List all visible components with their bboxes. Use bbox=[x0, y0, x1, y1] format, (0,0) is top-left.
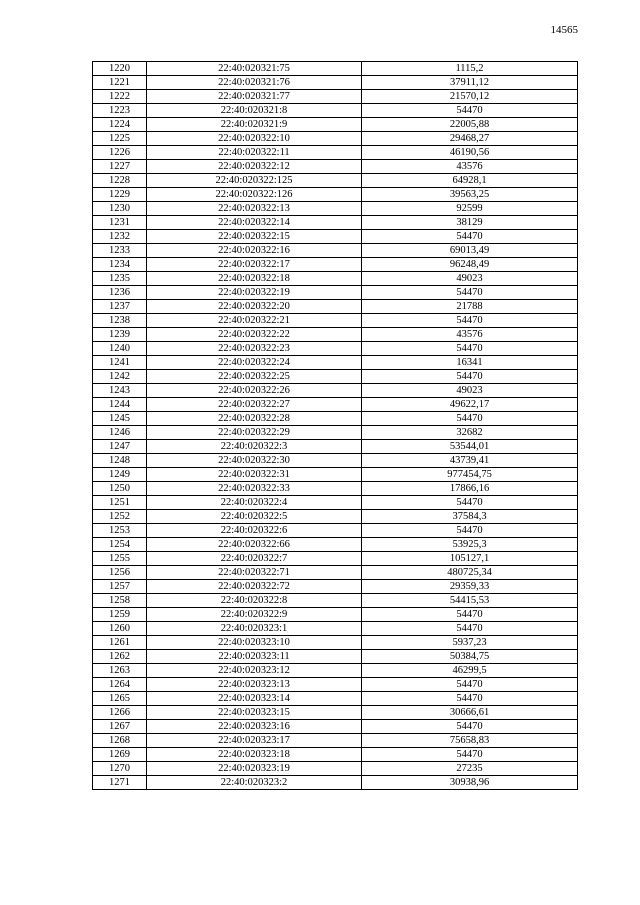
cadastral-number-cell: 22:40:020322:28 bbox=[147, 412, 362, 426]
cadastral-number-cell: 22:40:020322:17 bbox=[147, 258, 362, 272]
table-row bbox=[93, 776, 578, 790]
cadastral-value-cell: 75658,83 bbox=[362, 734, 578, 748]
cadastral-number-cell: 22:40:020323:13 bbox=[147, 678, 362, 692]
row-number-cell: 1234 bbox=[93, 258, 147, 272]
table-row bbox=[93, 482, 578, 496]
table-row bbox=[93, 650, 578, 664]
cadastral-value-cell: 21570,12 bbox=[362, 90, 578, 104]
cadastral-value-cell: 50384,75 bbox=[362, 650, 578, 664]
cadastral-number-cell: 22:40:020322:66 bbox=[147, 538, 362, 552]
cadastral-number-cell: 22:40:020322:6 bbox=[147, 524, 362, 538]
cadastral-value-cell: 49622,17 bbox=[362, 398, 578, 412]
cadastral-number-cell: 22:40:020322:27 bbox=[147, 398, 362, 412]
table-row bbox=[93, 678, 578, 692]
cadastral-value-cell: 49023 bbox=[362, 272, 578, 286]
table-row bbox=[93, 664, 578, 678]
table-row bbox=[93, 748, 578, 762]
table-row bbox=[93, 580, 578, 594]
table-row bbox=[93, 132, 578, 146]
row-number-cell: 1225 bbox=[93, 132, 147, 146]
cadastral-value-cell: 53544,01 bbox=[362, 440, 578, 454]
row-number-cell: 1240 bbox=[93, 342, 147, 356]
cadastral-value-cell: 53925,3 bbox=[362, 538, 578, 552]
row-number-cell: 1222 bbox=[93, 90, 147, 104]
table-row bbox=[93, 468, 578, 482]
row-number-cell: 1256 bbox=[93, 566, 147, 580]
table-row bbox=[93, 552, 578, 566]
table-row bbox=[93, 62, 578, 76]
row-number-cell: 1246 bbox=[93, 426, 147, 440]
row-number-cell: 1227 bbox=[93, 160, 147, 174]
cadastral-value-cell: 54470 bbox=[362, 496, 578, 510]
table-row bbox=[93, 342, 578, 356]
cadastral-value-cell: 96248,49 bbox=[362, 258, 578, 272]
row-number-cell: 1249 bbox=[93, 468, 147, 482]
cadastral-number-cell: 22:40:020322:21 bbox=[147, 314, 362, 328]
table-row bbox=[93, 510, 578, 524]
cadastral-number-cell: 22:40:020323:18 bbox=[147, 748, 362, 762]
table-row bbox=[93, 692, 578, 706]
row-number-cell: 1242 bbox=[93, 370, 147, 384]
cadastral-number-cell: 22:40:020322:4 bbox=[147, 496, 362, 510]
row-number-cell: 1269 bbox=[93, 748, 147, 762]
row-number-cell: 1262 bbox=[93, 650, 147, 664]
row-number-cell: 1226 bbox=[93, 146, 147, 160]
table-row bbox=[93, 496, 578, 510]
row-number-cell: 1244 bbox=[93, 398, 147, 412]
cadastral-value-cell: 1115,2 bbox=[362, 62, 578, 76]
cadastral-number-cell: 22:40:020322:25 bbox=[147, 370, 362, 384]
cadastral-number-cell: 22:40:020322:24 bbox=[147, 356, 362, 370]
row-number-cell: 1230 bbox=[93, 202, 147, 216]
cadastral-value-cell: 54470 bbox=[362, 314, 578, 328]
row-number-cell: 1255 bbox=[93, 552, 147, 566]
cadastral-value-cell: 29468,27 bbox=[362, 132, 578, 146]
row-number-cell: 1265 bbox=[93, 692, 147, 706]
cadastral-number-cell: 22:40:020321:77 bbox=[147, 90, 362, 104]
cadastral-number-cell: 22:40:020323:1 bbox=[147, 622, 362, 636]
cadastral-number-cell: 22:40:020322:72 bbox=[147, 580, 362, 594]
table-row bbox=[93, 720, 578, 734]
cadastral-value-cell: 30938,96 bbox=[362, 776, 578, 790]
cadastral-number-cell: 22:40:020322:16 bbox=[147, 244, 362, 258]
cadastral-number-cell: 22:40:020322:125 bbox=[147, 174, 362, 188]
row-number-cell: 1223 bbox=[93, 104, 147, 118]
cadastral-value-cell: 54470 bbox=[362, 524, 578, 538]
cadastral-number-cell: 22:40:020322:11 bbox=[147, 146, 362, 160]
table-row bbox=[93, 454, 578, 468]
row-number-cell: 1261 bbox=[93, 636, 147, 650]
table-row bbox=[93, 608, 578, 622]
row-number-cell: 1221 bbox=[93, 76, 147, 90]
cadastral-number-cell: 22:40:020321:76 bbox=[147, 76, 362, 90]
cadastral-number-cell: 22:40:020323:2 bbox=[147, 776, 362, 790]
table-row bbox=[93, 90, 578, 104]
table-row bbox=[93, 412, 578, 426]
cadastral-value-cell: 54470 bbox=[362, 370, 578, 384]
table-row bbox=[93, 328, 578, 342]
table-row bbox=[93, 258, 578, 272]
cadastral-value-cell: 54470 bbox=[362, 678, 578, 692]
table-row bbox=[93, 566, 578, 580]
table-row bbox=[93, 272, 578, 286]
cadastral-value-cell: 46190,56 bbox=[362, 146, 578, 160]
cadastral-value-cell: 54470 bbox=[362, 230, 578, 244]
cadastral-value-cell: 39563,25 bbox=[362, 188, 578, 202]
row-number-cell: 1266 bbox=[93, 706, 147, 720]
row-number-cell: 1257 bbox=[93, 580, 147, 594]
table-row bbox=[93, 174, 578, 188]
table-row bbox=[93, 160, 578, 174]
cadastral-value-cell: 54470 bbox=[362, 608, 578, 622]
cadastral-number-cell: 22:40:020322:29 bbox=[147, 426, 362, 440]
row-number-cell: 1258 bbox=[93, 594, 147, 608]
cadastral-number-cell: 22:40:020322:71 bbox=[147, 566, 362, 580]
row-number-cell: 1252 bbox=[93, 510, 147, 524]
cadastral-number-cell: 22:40:020322:19 bbox=[147, 286, 362, 300]
cadastral-number-cell: 22:40:020323:14 bbox=[147, 692, 362, 706]
cadastral-number-cell: 22:40:020322:26 bbox=[147, 384, 362, 398]
row-number-cell: 1254 bbox=[93, 538, 147, 552]
table-row bbox=[93, 706, 578, 720]
table-row bbox=[93, 734, 578, 748]
cadastral-value-cell: 30666,61 bbox=[362, 706, 578, 720]
cadastral-value-cell: 54470 bbox=[362, 286, 578, 300]
cadastral-value-cell: 37584,3 bbox=[362, 510, 578, 524]
cadastral-number-cell: 22:40:020322:33 bbox=[147, 482, 362, 496]
row-number-cell: 1239 bbox=[93, 328, 147, 342]
cadastral-number-cell: 22:40:020321:9 bbox=[147, 118, 362, 132]
cadastral-number-cell: 22:40:020323:17 bbox=[147, 734, 362, 748]
table-row bbox=[93, 370, 578, 384]
row-number-cell: 1263 bbox=[93, 664, 147, 678]
cadastral-number-cell: 22:40:020322:23 bbox=[147, 342, 362, 356]
table-row bbox=[93, 384, 578, 398]
cadastral-value-cell: 43576 bbox=[362, 160, 578, 174]
table-row bbox=[93, 188, 578, 202]
cadastral-value-cell: 92599 bbox=[362, 202, 578, 216]
row-number-cell: 1231 bbox=[93, 216, 147, 230]
row-number-cell: 1235 bbox=[93, 272, 147, 286]
cadastral-value-cell: 27235 bbox=[362, 762, 578, 776]
row-number-cell: 1248 bbox=[93, 454, 147, 468]
cadastral-value-cell: 46299,5 bbox=[362, 664, 578, 678]
table-row bbox=[93, 636, 578, 650]
row-number-cell: 1224 bbox=[93, 118, 147, 132]
cadastral-value-cell: 69013,49 bbox=[362, 244, 578, 258]
row-number-cell: 1270 bbox=[93, 762, 147, 776]
table-row bbox=[93, 286, 578, 300]
table-row bbox=[93, 230, 578, 244]
table-row bbox=[93, 398, 578, 412]
row-number-cell: 1271 bbox=[93, 776, 147, 790]
cadastral-number-cell: 22:40:020322:15 bbox=[147, 230, 362, 244]
row-number-cell: 1243 bbox=[93, 384, 147, 398]
row-number-cell: 1228 bbox=[93, 174, 147, 188]
row-number-cell: 1253 bbox=[93, 524, 147, 538]
table-row bbox=[93, 146, 578, 160]
page-number: 14565 bbox=[550, 24, 578, 36]
row-number-cell: 1233 bbox=[93, 244, 147, 258]
cadastral-number-cell: 22:40:020322:20 bbox=[147, 300, 362, 314]
row-number-cell: 1260 bbox=[93, 622, 147, 636]
table-row bbox=[93, 118, 578, 132]
cadastral-number-cell: 22:40:020322:3 bbox=[147, 440, 362, 454]
cadastral-number-cell: 22:40:020323:19 bbox=[147, 762, 362, 776]
cadastral-number-cell: 22:40:020322:30 bbox=[147, 454, 362, 468]
cadastral-number-cell: 22:40:020322:5 bbox=[147, 510, 362, 524]
row-number-cell: 1238 bbox=[93, 314, 147, 328]
cadastral-value-cell: 29359,33 bbox=[362, 580, 578, 594]
row-number-cell: 1237 bbox=[93, 300, 147, 314]
row-number-cell: 1251 bbox=[93, 496, 147, 510]
cadastral-value-cell: 16341 bbox=[362, 356, 578, 370]
row-number-cell: 1250 bbox=[93, 482, 147, 496]
row-number-cell: 1247 bbox=[93, 440, 147, 454]
cadastral-number-cell: 22:40:020321:75 bbox=[147, 62, 362, 76]
table-row bbox=[93, 300, 578, 314]
row-number-cell: 1241 bbox=[93, 356, 147, 370]
cadastral-value-cell: 480725,34 bbox=[362, 566, 578, 580]
cadastral-value-cell: 64928,1 bbox=[362, 174, 578, 188]
table-row bbox=[93, 762, 578, 776]
table-row bbox=[93, 216, 578, 230]
table-row bbox=[93, 314, 578, 328]
cadastral-number-cell: 22:40:020322:31 bbox=[147, 468, 362, 482]
row-number-cell: 1236 bbox=[93, 286, 147, 300]
cadastral-value-cell: 21788 bbox=[362, 300, 578, 314]
cadastral-value-cell: 37911,12 bbox=[362, 76, 578, 90]
cadastral-value-cell: 5937,23 bbox=[362, 636, 578, 650]
cadastral-number-cell: 22:40:020322:126 bbox=[147, 188, 362, 202]
cadastral-value-cell: 43739,41 bbox=[362, 454, 578, 468]
row-number-cell: 1232 bbox=[93, 230, 147, 244]
cadastral-number-cell: 22:40:020322:10 bbox=[147, 132, 362, 146]
cadastral-number-cell: 22:40:020323:11 bbox=[147, 650, 362, 664]
table-row bbox=[93, 426, 578, 440]
cadastral-value-cell: 54470 bbox=[362, 748, 578, 762]
table-row bbox=[93, 440, 578, 454]
cadastral-number-cell: 22:40:020322:14 bbox=[147, 216, 362, 230]
row-number-cell: 1267 bbox=[93, 720, 147, 734]
table-row bbox=[93, 538, 578, 552]
cadastral-number-cell: 22:40:020322:7 bbox=[147, 552, 362, 566]
cadastral-value-cell: 54470 bbox=[362, 622, 578, 636]
cadastral-value-table bbox=[92, 61, 578, 790]
cadastral-value-cell: 54470 bbox=[362, 412, 578, 426]
cadastral-number-cell: 22:40:020323:12 bbox=[147, 664, 362, 678]
cadastral-number-cell: 22:40:020323:10 bbox=[147, 636, 362, 650]
row-number-cell: 1264 bbox=[93, 678, 147, 692]
cadastral-value-cell: 105127,1 bbox=[362, 552, 578, 566]
row-number-cell: 1245 bbox=[93, 412, 147, 426]
cadastral-value-cell: 43576 bbox=[362, 328, 578, 342]
cadastral-value-cell: 22005,88 bbox=[362, 118, 578, 132]
table-body bbox=[93, 62, 578, 790]
table-row bbox=[93, 202, 578, 216]
cadastral-value-cell: 977454,75 bbox=[362, 468, 578, 482]
row-number-cell: 1259 bbox=[93, 608, 147, 622]
cadastral-value-cell: 54470 bbox=[362, 342, 578, 356]
cadastral-number-cell: 22:40:020322:12 bbox=[147, 160, 362, 174]
table-row bbox=[93, 244, 578, 258]
cadastral-number-cell: 22:40:020323:15 bbox=[147, 706, 362, 720]
table-row bbox=[93, 356, 578, 370]
cadastral-value-cell: 54470 bbox=[362, 104, 578, 118]
table-row bbox=[93, 622, 578, 636]
cadastral-value-cell: 54470 bbox=[362, 720, 578, 734]
row-number-cell: 1268 bbox=[93, 734, 147, 748]
cadastral-number-cell: 22:40:020322:13 bbox=[147, 202, 362, 216]
table-row bbox=[93, 76, 578, 90]
cadastral-number-cell: 22:40:020322:18 bbox=[147, 272, 362, 286]
cadastral-value-cell: 54470 bbox=[362, 692, 578, 706]
cadastral-value-cell: 17866,16 bbox=[362, 482, 578, 496]
cadastral-value-cell: 38129 bbox=[362, 216, 578, 230]
cadastral-value-cell: 54415,53 bbox=[362, 594, 578, 608]
row-number-cell: 1229 bbox=[93, 188, 147, 202]
cadastral-number-cell: 22:40:020322:22 bbox=[147, 328, 362, 342]
table-row bbox=[93, 594, 578, 608]
cadastral-number-cell: 22:40:020323:16 bbox=[147, 720, 362, 734]
cadastral-number-cell: 22:40:020322:8 bbox=[147, 594, 362, 608]
table-row bbox=[93, 104, 578, 118]
cadastral-number-cell: 22:40:020321:8 bbox=[147, 104, 362, 118]
table-row bbox=[93, 524, 578, 538]
cadastral-value-cell: 32682 bbox=[362, 426, 578, 440]
cadastral-value-cell: 49023 bbox=[362, 384, 578, 398]
row-number-cell: 1220 bbox=[93, 62, 147, 76]
cadastral-number-cell: 22:40:020322:9 bbox=[147, 608, 362, 622]
